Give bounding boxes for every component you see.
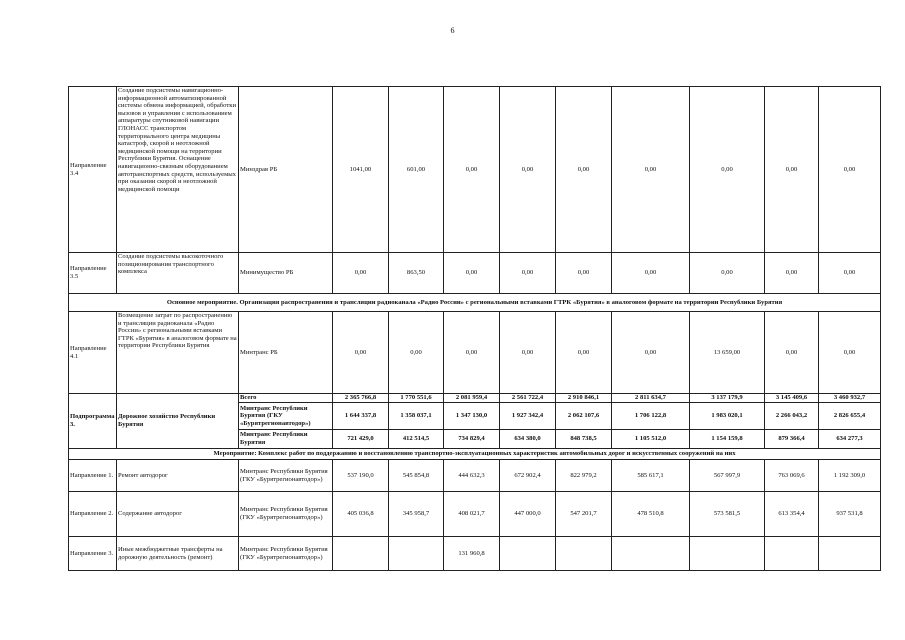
value-cell bbox=[612, 537, 690, 571]
value-cell: 545 854,8 bbox=[389, 460, 444, 492]
row-code: Направление 1. bbox=[69, 460, 117, 492]
value-cell: 613 354,4 bbox=[765, 492, 819, 537]
value-cell bbox=[389, 537, 444, 571]
value-cell: 2 266 043,2 bbox=[765, 403, 819, 430]
value-cell: 2 365 766,8 bbox=[333, 394, 389, 403]
row-executor: Минтранс Республики Бурятия (ГКУ «Бурятрегионавтодор») bbox=[239, 460, 333, 492]
value-cell: 2 081 959,4 bbox=[444, 394, 500, 403]
row-code: Направление 3.4 bbox=[69, 87, 117, 253]
table-row bbox=[69, 492, 881, 537]
value-cell: 0,00 bbox=[444, 87, 500, 253]
value-cell: 0,00 bbox=[690, 253, 765, 294]
table-row bbox=[69, 312, 881, 394]
value-cell: 879 366,4 bbox=[765, 430, 819, 449]
value-cell: 2 561 722,4 bbox=[500, 394, 556, 403]
value-cell: 13 659,00 bbox=[690, 312, 765, 394]
value-cell: 1 983 020,1 bbox=[690, 403, 765, 430]
value-cell: 478 510,8 bbox=[612, 492, 690, 537]
row-executor: Всего bbox=[239, 394, 333, 403]
value-cell bbox=[690, 537, 765, 571]
value-cell: 0,00 bbox=[389, 312, 444, 394]
value-cell: 763 069,6 bbox=[765, 460, 819, 492]
value-cell: 0,00 bbox=[333, 253, 389, 294]
table-row bbox=[69, 537, 881, 571]
value-cell: 721 429,0 bbox=[333, 430, 389, 449]
value-cell: 0,00 bbox=[612, 253, 690, 294]
value-cell: 1 105 512,0 bbox=[612, 430, 690, 449]
row-executor: Минтранс Республики Бурятия (ГКУ «Бурятрегионавтодор») bbox=[239, 403, 333, 430]
value-cell: 0,00 bbox=[556, 87, 612, 253]
value-cell: 734 829,4 bbox=[444, 430, 500, 449]
value-cell: 537 190,0 bbox=[333, 460, 389, 492]
value-cell bbox=[333, 537, 389, 571]
row-executor: Минздрав РБ bbox=[239, 87, 333, 253]
value-cell: 0,00 bbox=[819, 87, 881, 253]
page-number: 6 bbox=[450, 26, 455, 35]
value-cell: 0,00 bbox=[500, 253, 556, 294]
section-title: Мероприятие: Комплекс работ по поддержанию и восстановлению транспортно-эксплуатационных характеристик автомобильных дорог и искусственных сооружений на них bbox=[69, 449, 881, 460]
section-title: Основное мероприятие. Организация распространения и трансляции радиоканала «Радио России» с региональными вставками ГТРК «Бурятия» в аналоговом формате на территории Республики Бурятия bbox=[69, 294, 881, 312]
value-cell: 0,00 bbox=[333, 312, 389, 394]
value-cell: 634 380,0 bbox=[500, 430, 556, 449]
value-cell: 1041,00 bbox=[333, 87, 389, 253]
subprogram-total-row bbox=[69, 394, 881, 403]
subprogram-name: Дорожное хозяйство Республики Бурятия bbox=[117, 394, 239, 449]
value-cell: 0,00 bbox=[819, 253, 881, 294]
section-row bbox=[69, 449, 881, 460]
row-executor: Минимущество РБ bbox=[239, 253, 333, 294]
value-cell: 1 154 159,8 bbox=[690, 430, 765, 449]
value-cell: 547 201,7 bbox=[556, 492, 612, 537]
value-cell: 3 145 409,6 bbox=[765, 394, 819, 403]
row-description: Создание подсистемы высокоточного позиционирования транспортного комплекса bbox=[117, 253, 239, 294]
value-cell: 848 738,5 bbox=[556, 430, 612, 449]
value-cell: 0,00 bbox=[500, 87, 556, 253]
value-cell: 634 277,3 bbox=[819, 430, 881, 449]
row-description: Содержание автодорог bbox=[117, 492, 239, 537]
row-code: Направление 3. bbox=[69, 537, 117, 571]
value-cell: 1 192 309,0 bbox=[819, 460, 881, 492]
value-cell: 0,00 bbox=[612, 312, 690, 394]
value-cell: 444 632,3 bbox=[444, 460, 500, 492]
value-cell: 937 531,8 bbox=[819, 492, 881, 537]
value-cell: 0,00 bbox=[612, 87, 690, 253]
table-row bbox=[69, 253, 881, 294]
value-cell: 863,50 bbox=[389, 253, 444, 294]
value-cell: 585 617,1 bbox=[612, 460, 690, 492]
value-cell: 0,00 bbox=[765, 312, 819, 394]
value-cell: 0,00 bbox=[819, 312, 881, 394]
row-description: Возмещение затрат по распространению и трансляции радиоканала «Радио России» с региональными вставками ГТРК «Бурятия» в аналоговом формате на территории Республики Бурятия bbox=[117, 312, 239, 394]
value-cell: 345 958,7 bbox=[389, 492, 444, 537]
row-executor: Минтранс Республики Бурятия (ГКУ «Бурятрегионавтодор») bbox=[239, 492, 333, 537]
row-code: Направление 4.1 bbox=[69, 312, 117, 394]
value-cell: 573 581,5 bbox=[690, 492, 765, 537]
row-executor: Минтранс Республики Бурятия (ГКУ «Бурятрегионавтодор») bbox=[239, 537, 333, 571]
value-cell: 1 358 037,1 bbox=[389, 403, 444, 430]
row-executor: Минтранс Республики Бурятия bbox=[239, 430, 333, 449]
value-cell: 0,00 bbox=[690, 87, 765, 253]
row-description: Ремонт автодорог bbox=[117, 460, 239, 492]
value-cell bbox=[765, 537, 819, 571]
value-cell: 601,00 bbox=[389, 87, 444, 253]
table-row bbox=[69, 460, 881, 492]
value-cell: 0,00 bbox=[444, 312, 500, 394]
value-cell: 408 021,7 bbox=[444, 492, 500, 537]
section-row bbox=[69, 294, 881, 312]
value-cell: 0,00 bbox=[500, 312, 556, 394]
value-cell: 1 770 551,6 bbox=[389, 394, 444, 403]
value-cell: 2 811 634,7 bbox=[612, 394, 690, 403]
row-description: Создание подсистемы навигационно-информационной автоматизированной системы обмена информацией, обработки вызовов и управления с использованием аппаратуры спутниковой навигации ГЛОНАСС транспортом территориального центра медицины катастроф, скорой и неотложной медицинской помощи на территории Республики Бурятия. Оснащение навигационно-связным оборудованием автотранспортных средств, используемых при оказании скорой и неотложной медицинской помощи bbox=[117, 87, 239, 253]
value-cell: 1 706 122,8 bbox=[612, 403, 690, 430]
value-cell: 1 927 342,4 bbox=[500, 403, 556, 430]
value-cell: 2 826 655,4 bbox=[819, 403, 881, 430]
table-row bbox=[69, 87, 881, 253]
row-executor: Минтранс РБ bbox=[239, 312, 333, 394]
value-cell: 0,00 bbox=[765, 87, 819, 253]
value-cell: 3 460 932,7 bbox=[819, 394, 881, 403]
value-cell: 447 000,0 bbox=[500, 492, 556, 537]
value-cell: 822 979,2 bbox=[556, 460, 612, 492]
subprogram-code: Подпрограмма 3. bbox=[69, 394, 117, 449]
value-cell bbox=[819, 537, 881, 571]
row-description: Иные межбюджетные трансферты на дорожную деятельность (ремонт) bbox=[117, 537, 239, 571]
budget-table bbox=[68, 86, 881, 571]
value-cell: 131 960,8 bbox=[444, 537, 500, 571]
value-cell: 1 644 337,8 bbox=[333, 403, 389, 430]
value-cell bbox=[556, 537, 612, 571]
value-cell bbox=[500, 537, 556, 571]
value-cell: 3 137 179,9 bbox=[690, 394, 765, 403]
value-cell: 2 910 846,1 bbox=[556, 394, 612, 403]
value-cell: 412 514,5 bbox=[389, 430, 444, 449]
value-cell: 567 997,9 bbox=[690, 460, 765, 492]
value-cell: 0,00 bbox=[444, 253, 500, 294]
value-cell: 1 347 130,0 bbox=[444, 403, 500, 430]
value-cell: 0,00 bbox=[556, 253, 612, 294]
row-code: Направление 2. bbox=[69, 492, 117, 537]
value-cell: 0,00 bbox=[556, 312, 612, 394]
value-cell: 0,00 bbox=[765, 253, 819, 294]
value-cell: 405 036,8 bbox=[333, 492, 389, 537]
value-cell: 672 902,4 bbox=[500, 460, 556, 492]
row-code: Направление 3.5 bbox=[69, 253, 117, 294]
value-cell: 2 062 107,6 bbox=[556, 403, 612, 430]
